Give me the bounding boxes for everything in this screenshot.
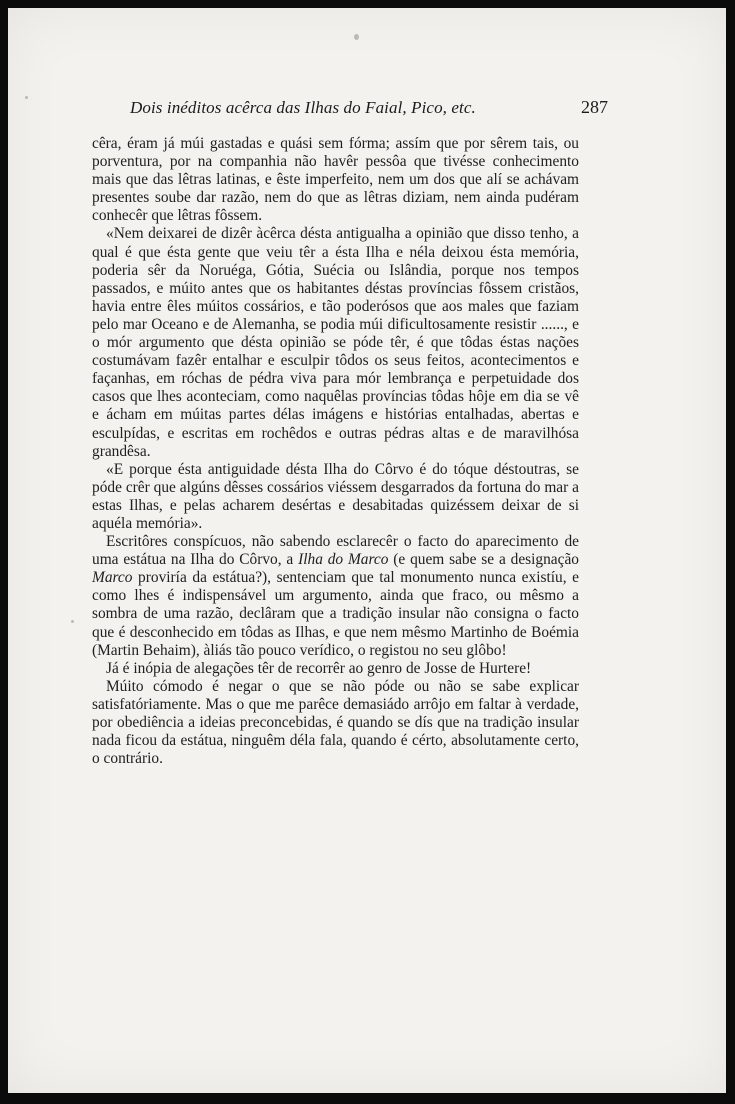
paragraph-text: Escritôres conspícuos, não sabendo esclarecêr o facto do aparecimento de uma estátua na Ilha do Côrvo, a [92,533,579,569]
paragraph-text: «E porque ésta antiguidade désta Ilha do Côrvo é do tóque déstoutras, se póde crêr que algúns dêsses cossários viéssem desgarrados da fortuna do mar a estas Ilhas, e pelas acharem desértas e desabitadas quizéssem deixar de si aquéla memória». [92,460,579,532]
paragraph-text: «Nem deixarei de dizêr àcêrca désta antigualha a opinião que disso tenho, a qual é que ésta gente que veiu têr a ésta Ilha e néla deixou ésta memória, poderia sêr da Noruéga, Gótia, Suécia ou Islândia, porque nos tempos passados, e múito antes que os habitantes déstas províncias fôssem cristãos, havia entre êles múitos cossários, e tão poderósos que aos males que faziam pelo mar Oceano e de Alemanha, se podia múi dificultosamente resistir ......, e o mór argumento que désta opinião se póde têr, é que tôdas éstas nações costumávam fazêr entalhar e esculpir tôdos os seus feitos, acontecimentos e façanhas, em róchas de pédra viva para mór lembrança e perpetuidade dos casos que lhes aconteciam, como naquêlas províncias tôdas hôje em dia se vê e ácham em múitas partes délas imágens e histórias entalhadas, abertas e esculpídas, e escritas em rochêdos e outras pédras altas e de maravilhósa grandêsa. [92,225,579,460]
paragraph-text: Já é inópia de alegações têr de recorrêr ao genro de Josse de Hurtere! [106,659,532,677]
italic-text: Ilha do Marco [298,551,389,569]
running-header [130,97,608,118]
page-number: 287 [581,97,608,117]
paragraph-text: cêra, éram já múi gastadas e quási sem fórma; assím que por sêrem tais, ou porventura, por na companhia não havêr pessôa que tivésse conhecimento mais que das lêtras latinas, e êste imperfeito, nem um dos que alí se achávam presentes soube dar razão, nem do que as lêtras diziam, nem ainda pudéram conhecêr que lêtras fôssem. [92,135,579,225]
paragraph-text: proviría da estátua?), sentenciam que tal monumento nunca existíu, e como lhes é indispensável um argumento, ainda que fraco, ou mêsmo a sombra de uma razão, declâram que a tradição insular não consigna o facto que é desconhecido em tôdas as Ilhas, e que nem mêsmo Martinho de Boémia (Martin Behaim), àliás tão pouco verídico, o registou no seu glôbo! [92,569,579,659]
paper-speck [71,620,74,623]
running-title: Dois inéditos acêrca das Ilhas do Faial, Pico, etc. [130,98,476,117]
paper-speck [25,96,28,99]
paragraph [92,533,579,660]
body-text [92,135,579,768]
paragraph [92,225,579,460]
italic-text: Marco [92,569,133,587]
paragraph-text: (e quem sabe se a designação [388,551,579,569]
paragraph [92,135,579,225]
book-page [8,8,726,1093]
paragraph-text: Múito cómodo é negar o que se não póde ou não se sabe explicar satisfatóriamente. Mas o que me parêce demasiádo arrôjo em faltar à verdade, por obediência a ideias preconcebidas, é quando se dís que na tradição insular nada ficou da estátua, ninguêm déla fala, quando é cérto, absolutamente certo, o contrário. [92,677,579,768]
paragraph [92,678,579,768]
paper-speck [354,34,359,40]
paragraph [92,660,579,678]
paragraph [92,461,579,533]
